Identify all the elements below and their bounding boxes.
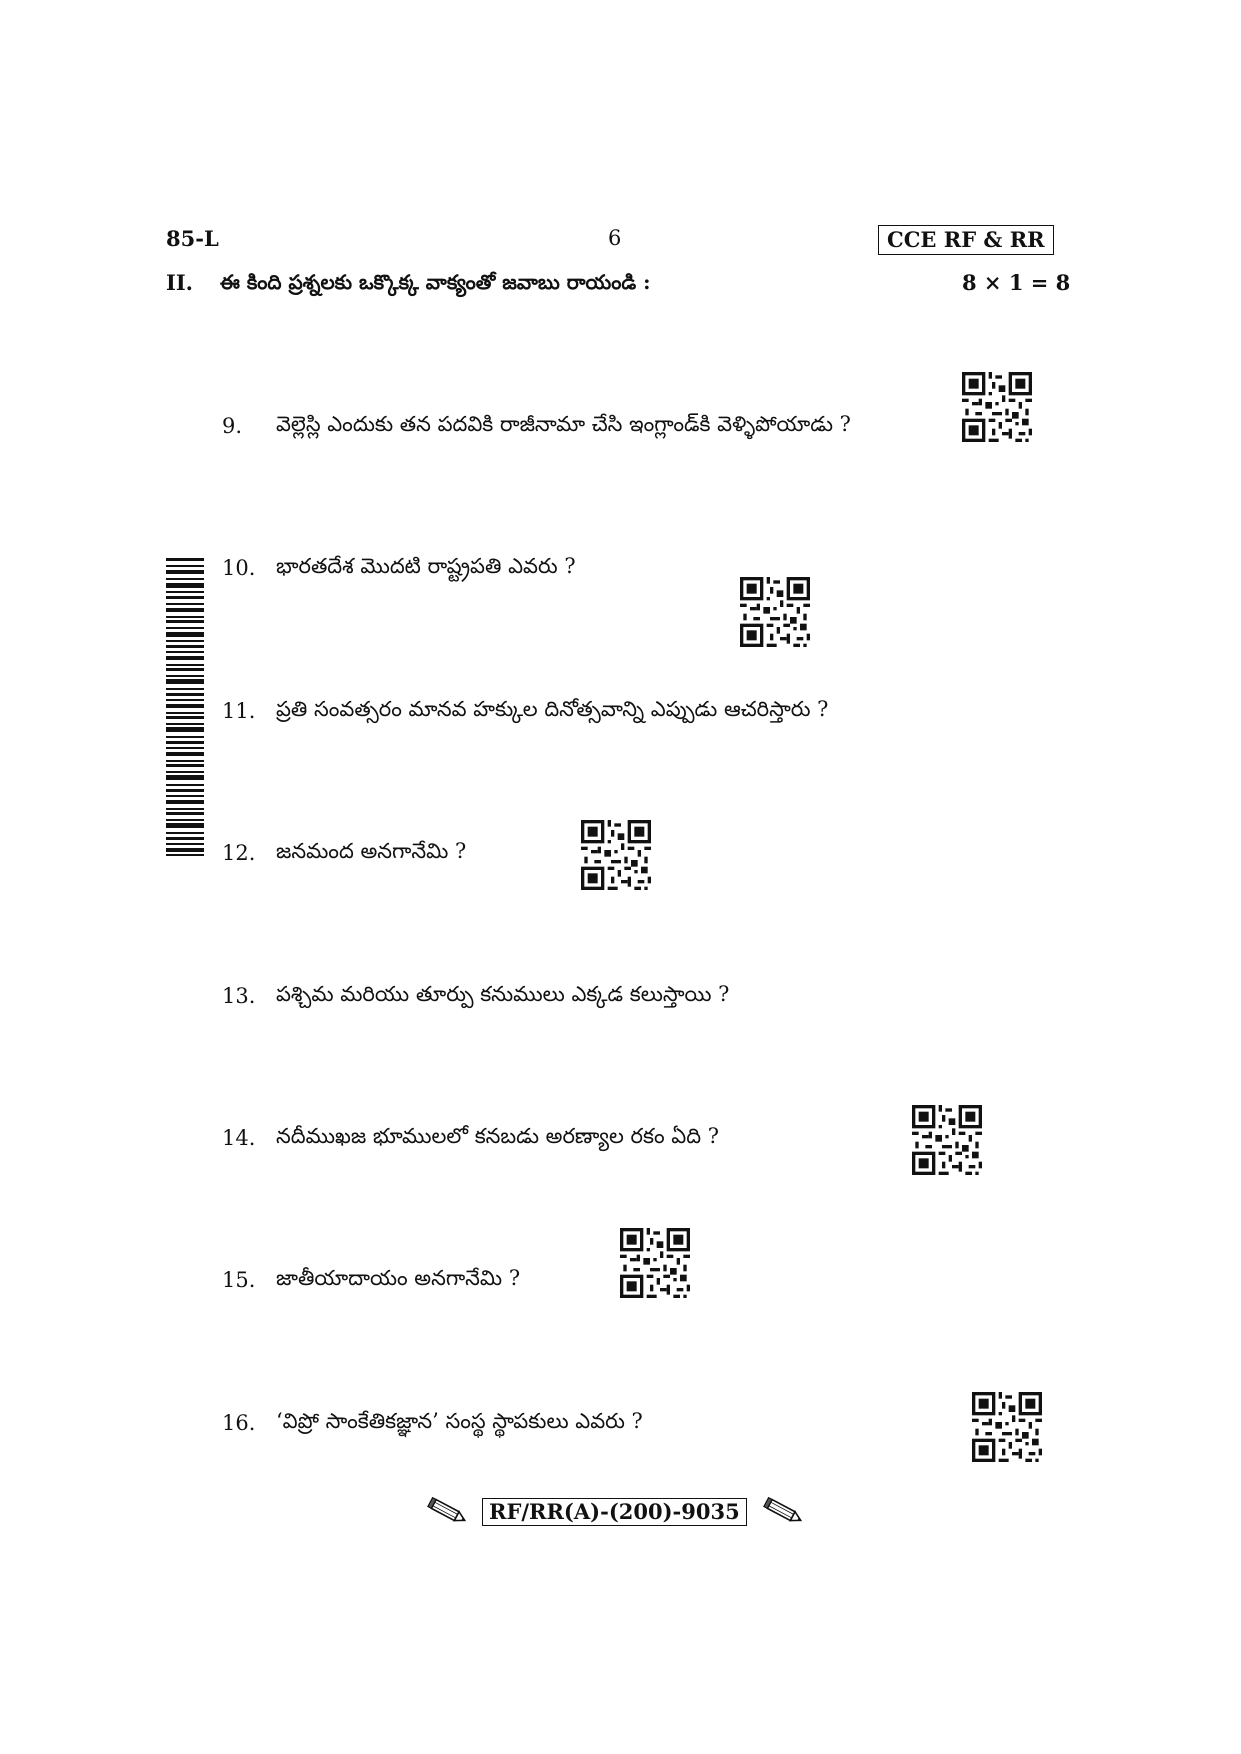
question-text: ‘విప్రో సాంకేతికజ్ఞాన’ సంస్థ స్థాపకులు ఎవరు ? [276, 1409, 643, 1433]
section-instruction: ఈ కింది ప్రశ్నలకు ఒక్కొక్క వాక్యంతో జవాబు రాయండి : [220, 270, 651, 294]
question-text: జాతీయాదాయం అనగానేమి ? [276, 1266, 521, 1290]
section-number: II. [166, 270, 193, 295]
question-number: 14. [222, 1126, 256, 1150]
question-text: భారతదేశ మొదటి రాష్ట్రపతి ఎవరు ? [276, 554, 576, 578]
question-number: 10. [222, 556, 256, 580]
question-text: పశ్చిమ మరియు తూర్పు కనుములు ఎక్కడ కలుస్తాయి ? [276, 982, 730, 1006]
question-number: 12. [222, 841, 256, 865]
section-marks: 8 × 1 = 8 [962, 270, 1071, 295]
qr-code-icon [620, 1228, 690, 1298]
pencil-icon [424, 1494, 470, 1528]
qr-code-icon [581, 820, 651, 890]
footer-code: RF/RR(A)-(200)-9035 [482, 1498, 747, 1526]
question-number: 13. [222, 984, 256, 1008]
series-box: CCE RF & RR [878, 225, 1054, 255]
question-number: 15. [222, 1268, 256, 1292]
qr-code-icon [972, 1392, 1042, 1462]
question-text: వెల్లెస్లి ఎందుకు తన పదవికి రాజీనామా చేసి ఇంగ్లాండ్‌కి వెళ్ళిపోయాడు ? [276, 412, 851, 436]
question-number: 9. [222, 414, 243, 438]
question-number: 11. [222, 699, 256, 723]
qr-code-icon [912, 1105, 982, 1175]
pencil-icon [760, 1494, 806, 1528]
question-text: జనమంద అనగానేమి ? [276, 839, 467, 863]
qr-code-icon [740, 577, 810, 647]
barcode-icon [166, 558, 204, 856]
page-number: 6 [608, 226, 622, 250]
question-number: 16. [222, 1411, 256, 1435]
question-text: నదీముఖజ భూములలో కనబడు అరణ్యాల రకం ఏది ? [276, 1124, 719, 1148]
question-text: ప్రతి సంవత్సరం మానవ హక్కుల దినోత్సవాన్ని ఎప్పుడు ఆచరిస్తారు ? [276, 697, 829, 721]
qr-code-icon [962, 372, 1032, 442]
paper-code: 85-L [166, 226, 219, 251]
